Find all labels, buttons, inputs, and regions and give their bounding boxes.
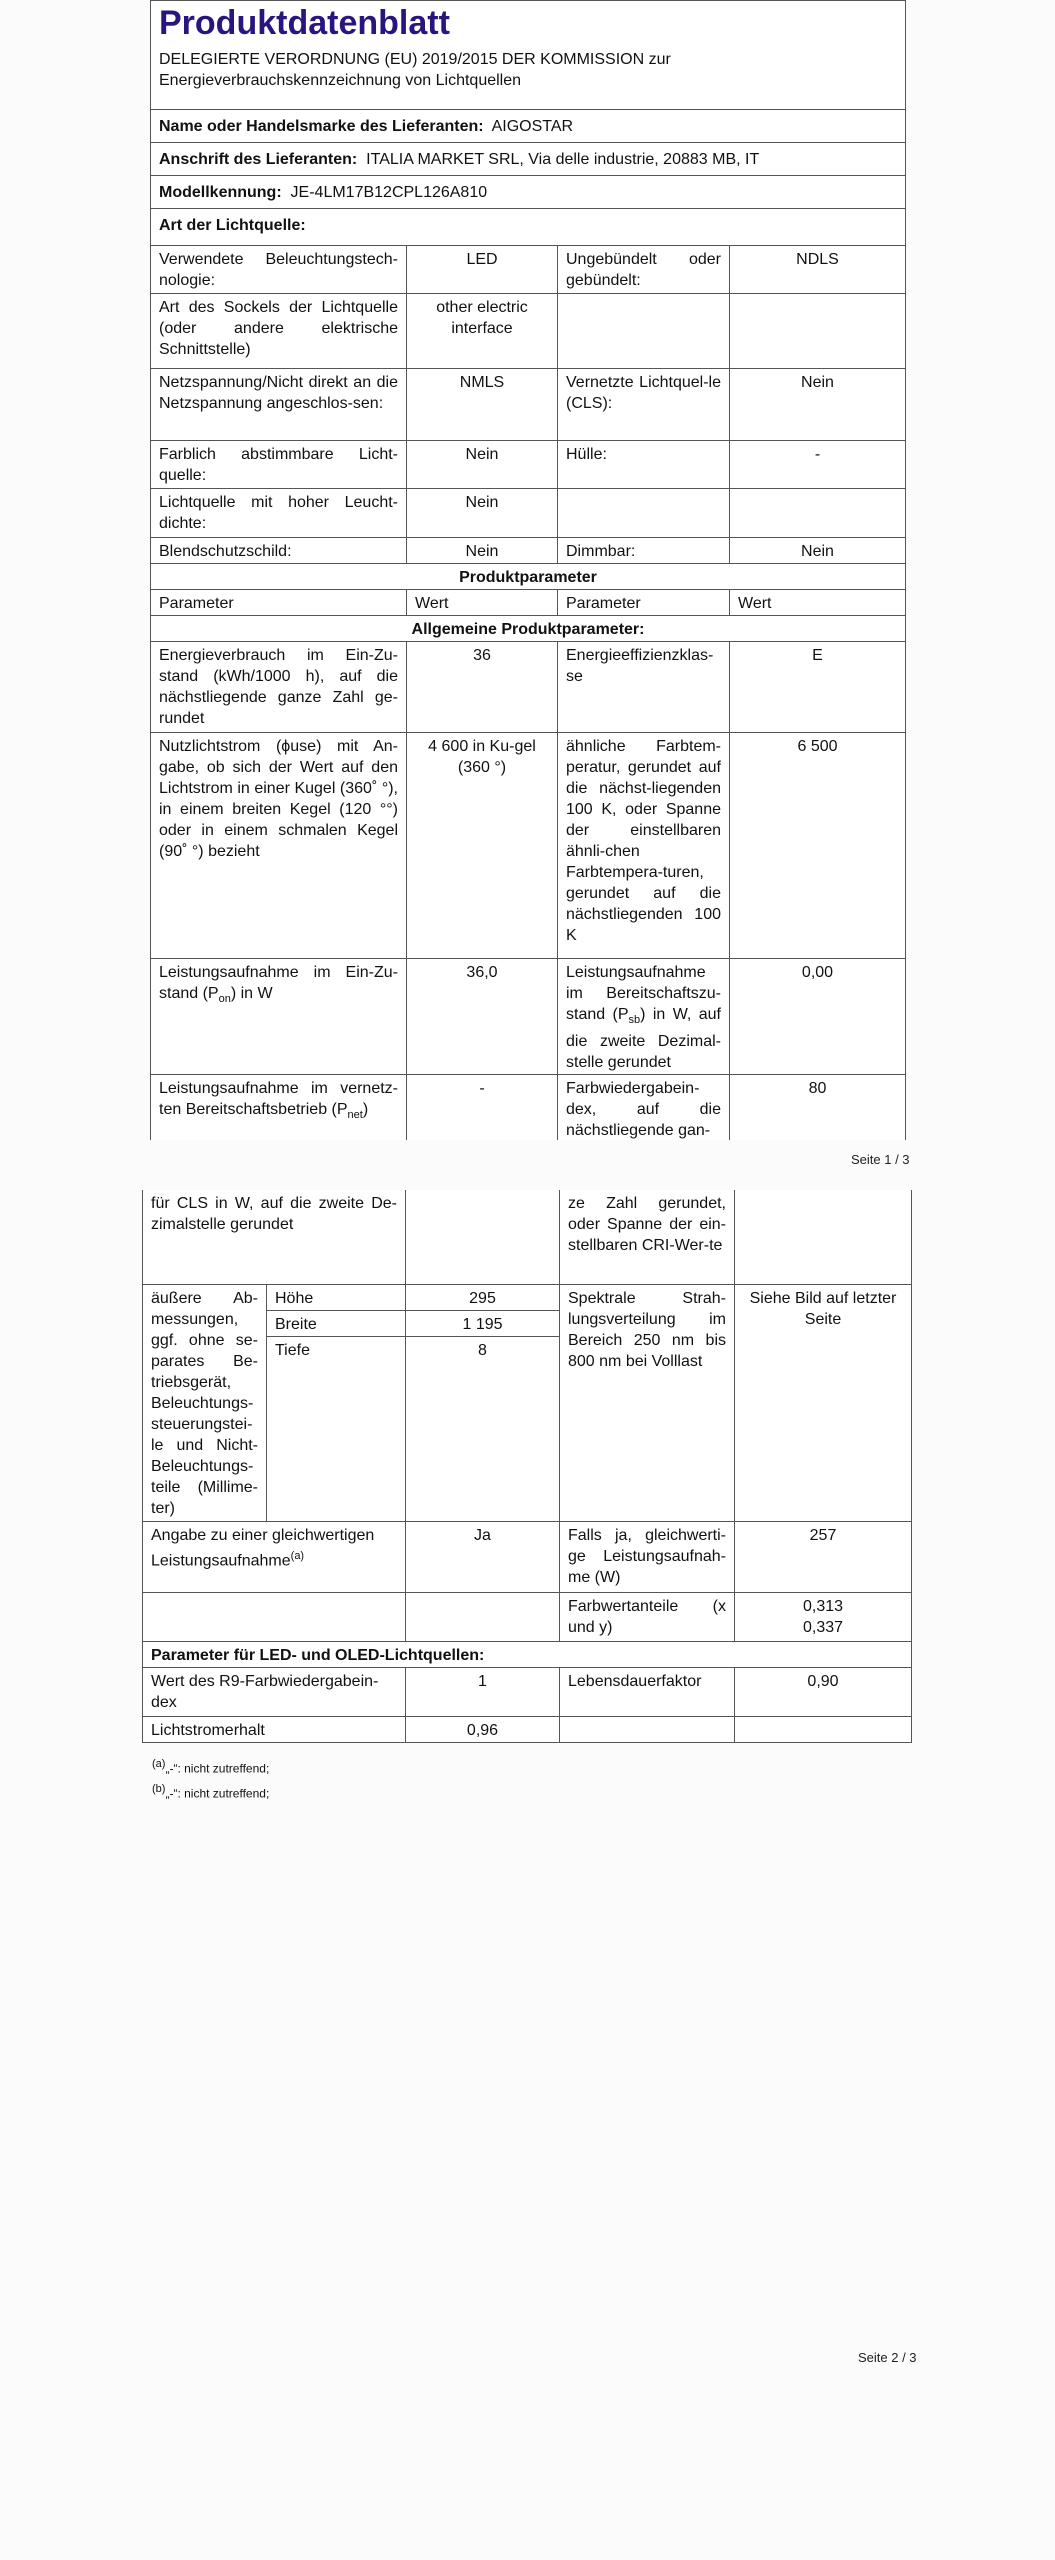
useful-flux-value: 4 600 in Ku-gel (360 °): [406, 732, 558, 959]
supplier-name-row: [150, 109, 906, 143]
model-value: JE-4LM17B12CPL126A810: [290, 184, 488, 201]
envelope-label: Hülle:: [557, 440, 730, 489]
empty-cell: [729, 293, 906, 369]
networked-standby-label: Leistungsaufnahme im vernetz-ten Bereitschaftsbetrieb $(P_{net})$: [150, 1074, 407, 1140]
supplier-address-label: Anschrift des Lieferanten:: [159, 151, 358, 168]
cap-type-value: other electric interface: [406, 293, 558, 369]
lumen-maintenance-label: Lichtstromerhalt: [142, 1716, 406, 1743]
cls-label: Vernetzte Lichtquel-le (CLS):: [557, 368, 730, 441]
directional-value: NDLS: [729, 245, 906, 294]
cct-label: ähnliche Farbtem-peratur, gerundet auf die nächst-liegenden 100 K, oder Spanne der einstellbaren ähnli-chen Farbtempera-turen, gerundet auf die nächstliegenden 100 K: [557, 732, 730, 959]
supplier-address-row: [150, 142, 906, 176]
networked-standby-value: -: [406, 1074, 558, 1140]
spectral-value: Siehe Bild auf letzter Seite: [734, 1284, 912, 1522]
empty-cell: [405, 1592, 560, 1642]
type-section-heading: Art der Lichtquelle:: [150, 208, 906, 246]
networked-standby-label-cont: für CLS in W, auf die zweite De-zimalstelle gerundet: [142, 1190, 406, 1285]
r9-value: 1: [405, 1667, 560, 1717]
empty-cell: [559, 1716, 735, 1743]
width-label: Breite: [266, 1310, 406, 1337]
page-2: [150, 1190, 906, 1860]
mains-value: NMLS: [406, 368, 558, 441]
empty-cell: [557, 488, 730, 538]
supplier-name-label: Name oder Handelsmarke des Lieferanten:: [159, 118, 484, 135]
led-section-heading: Parameter für LED- und OLED-Lichtquellen:: [142, 1641, 912, 1668]
tunable-value: Nein: [406, 440, 558, 489]
equivalent-power-w-label: Falls ja, gleichwerti-ge Leistungsaufnah-me (W): [559, 1521, 735, 1593]
equivalent-power-w-value: 257: [734, 1521, 912, 1593]
empty-cell: [142, 1592, 406, 1642]
depth-value: 8: [405, 1336, 560, 1522]
on-mode-power-label: Leistungsaufnahme im Ein-Zu-stand $(P_{on})$ in W: [150, 958, 407, 1075]
equivalent-power-value: Ja: [405, 1521, 560, 1593]
empty-cell: [734, 1190, 912, 1285]
page-number: Seite 1 / 3: [851, 1152, 910, 1167]
envelope-value: -: [729, 440, 906, 489]
empty-cell: [734, 1716, 912, 1743]
energy-consumption-label: Energieverbrauch im Ein-Zu-stand (kWh/1000 h), auf die nächstliegende ganze Zahl ge-rundet: [150, 641, 407, 733]
energy-class-label: Energieeffizienzklas-se: [557, 641, 730, 733]
cri-label: Farbwiedergabein-dex, auf die nächstliegende gan-: [557, 1074, 730, 1140]
empty-cell: [557, 293, 730, 369]
cri-label-cont: ze Zahl gerundet, oder Spanne der ein-stellbaren CRI-Wer-te: [559, 1190, 735, 1285]
regulation-text: DELEGIERTE VERORDNUNG (EU) 2019/2015 DER KOMMISSION zur Energieverbrauchskennzeichnung von Lichtquellen: [159, 51, 671, 89]
footnote-b: $^{(b)}$„-“: nicht zutreffend;: [152, 1783, 270, 1801]
lumen-maintenance-value: 0,96: [405, 1716, 560, 1743]
tech-label: Verwendete Beleuchtungstech-nologie:: [150, 245, 407, 294]
supplier-address-value: ITALIA MARKET SRL, Via delle industrie, 20883 MB, IT: [366, 151, 760, 168]
directional-label: Ungebündelt oder gebündelt:: [557, 245, 730, 294]
glare-value: Nein: [406, 537, 558, 564]
dimmable-value: Nein: [729, 537, 906, 564]
document-title: Produktdatenblatt: [159, 4, 450, 42]
col-header-param: Parameter: [150, 589, 407, 616]
page-1: [150, 0, 906, 1140]
high-luminance-value: Nein: [406, 488, 558, 538]
on-mode-power-value: 36,0: [406, 958, 558, 1075]
cri-value: 80: [729, 1074, 906, 1140]
height-label: Höhe: [266, 1284, 406, 1311]
col-header-value: Wert: [406, 589, 558, 616]
equivalent-power-label: Angabe zu einer gleichwertigen Leistungsaufnahme$^{(a)}$: [142, 1521, 406, 1593]
standby-power-label: Leistungsaufnahme im Bereitschaftszu-stand $(P_{sb})$ in W, auf die zweite Dezimal-stelle gerundet: [557, 958, 730, 1075]
empty-cell: [405, 1190, 560, 1285]
model-row: [150, 175, 906, 209]
spectral-label: Spektrale Strah-lungsverteilung im Bereich 250 nm bis 800 nm bei Volllast: [559, 1284, 735, 1522]
dimmable-label: Dimmbar:: [557, 537, 730, 564]
r9-label: Wert des R9-Farbwiedergabein-dex: [142, 1667, 406, 1717]
model-label: Modellkennung:: [159, 184, 282, 201]
tunable-label: Farblich abstimmbare Licht-quelle:: [150, 440, 407, 489]
height-value: 295: [405, 1284, 560, 1311]
general-params-heading: Allgemeine Produktparameter:: [150, 615, 906, 642]
col-header-param: Parameter: [557, 589, 730, 616]
header-block: [150, 0, 906, 110]
chromaticity-value: 0,313 0,337: [734, 1592, 912, 1642]
col-header-value: Wert: [729, 589, 906, 616]
dimensions-label: äußere Ab-messungen, ggf. ohne se-parates Be-triebsgerät, Beleuchtungs-steuerungstei-le und Nicht-Beleuchtungs-teile (Millime-ter): [142, 1284, 267, 1522]
footnote-a: $^{(a)}$„-“: nicht zutreffend;: [152, 1758, 270, 1776]
empty-cell: [729, 488, 906, 538]
energy-consumption-value: 36: [406, 641, 558, 733]
supplier-name-value: AIGOSTAR: [491, 118, 574, 135]
standby-power-value: 0,00: [729, 958, 906, 1075]
product-params-heading: Produktparameter: [150, 563, 906, 590]
glare-label: Blendschutzschild:: [150, 537, 407, 564]
survival-factor-value: 0,90: [734, 1667, 912, 1717]
tech-value: LED: [406, 245, 558, 294]
width-value: 1 195: [405, 1310, 560, 1337]
survival-factor-label: Lebensdauerfaktor: [559, 1667, 735, 1717]
depth-label: Tiefe: [266, 1336, 406, 1522]
useful-flux-label: Nutzlichtstrom (ϕuse) mit An-gabe, ob sich der Wert auf den Lichtstrom in einer Kugel (360˚ °), in einem breiten Kegel (120 °°) oder in einem schmalen Kegel (90˚ °) bezieht: [150, 732, 407, 959]
cap-type-label: Art des Sockels der Lichtquelle (oder andere elektrische Schnittstelle): [150, 293, 407, 369]
cct-value: 6 500: [729, 732, 906, 959]
chromaticity-label: Farbwertanteile (x und y): [559, 1592, 735, 1642]
cls-value: Nein: [729, 368, 906, 441]
mains-label: Netzspannung/Nicht direkt an die Netzspannung angeschlos-sen:: [150, 368, 407, 441]
energy-class-value: E: [729, 641, 906, 733]
high-luminance-label: Lichtquelle mit hoher Leucht-dichte:: [150, 488, 407, 538]
page-number: Seite 2 / 3: [858, 2350, 917, 2365]
